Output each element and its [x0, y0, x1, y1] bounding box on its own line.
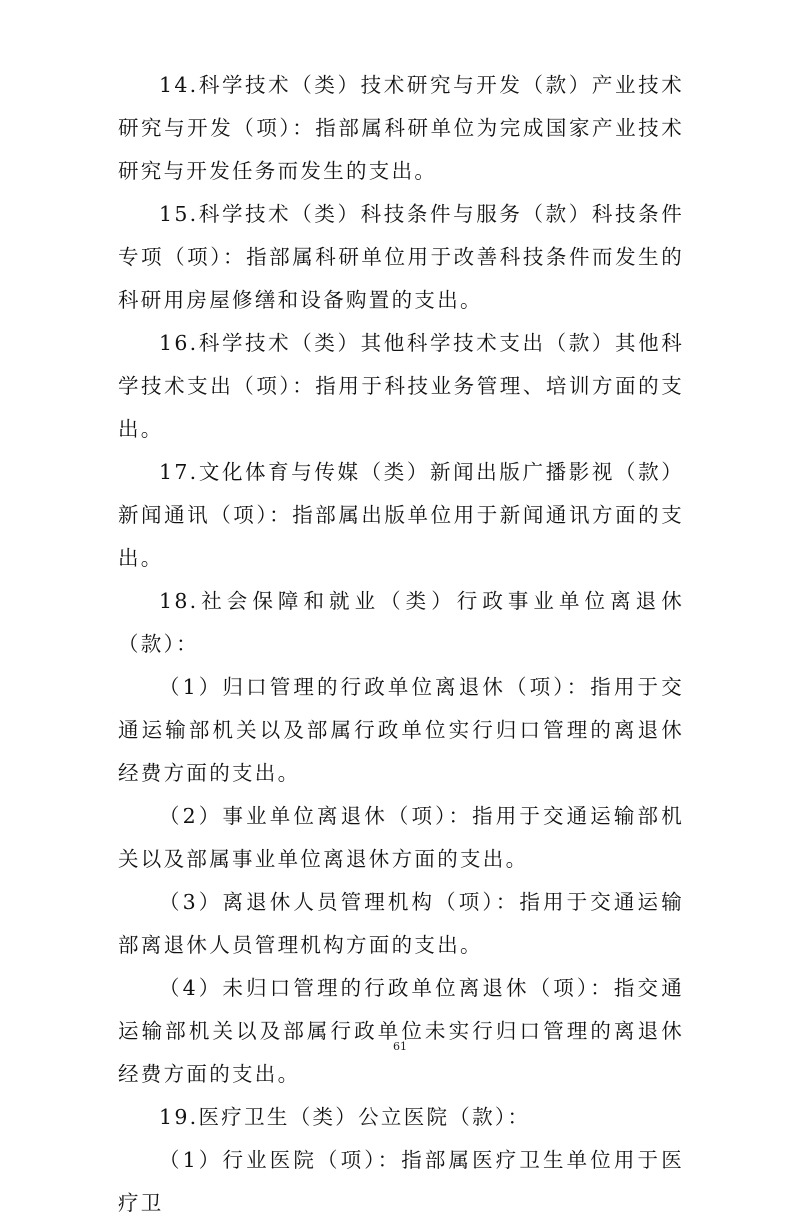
paragraph-item-14: 14.科学技术（类）技术研究与开发（款）产业技术研究与开发（项）：指部属科研单位为完成国家产业技术研究与开发任务而发生的支出。 — [118, 73, 684, 183]
paragraph-item-19-1: （1）行业医院（项）：指部属医疗卫生单位用于医疗卫 — [118, 1148, 684, 1215]
paragraph-item-18-2: （2）事业单位离退休（项）：指用于交通运输部机关以及部属事业单位离退休方面的支出。 — [118, 804, 684, 871]
paragraph-item-18-1: （1）归口管理的行政单位离退休（项）：指用于交通运输部机关以及部属行政单位实行归口管理的离退休经费方面的支出。 — [118, 675, 684, 785]
page-number: 61 — [393, 1040, 407, 1053]
paragraph-item-16: 16.科学技术（类）其他科学技术支出（款）其他科学技术支出（项）：指用于科技业务管理、培训方面的支出。 — [118, 331, 684, 441]
paragraph-item-17: 17.文化体育与传媒（类）新闻出版广播影视（款）新闻通讯（项）：指部属出版单位用于新闻通讯方面的支出。 — [118, 460, 684, 570]
paragraph-item-18-4: （4）未归口管理的行政单位离退休（项）：指交通运输部机关以及部属行政单位未实行归口管理的离退休经费方面的支出。 — [118, 976, 684, 1086]
paragraph-item-18: 18.社会保障和就业（类）行政事业单位离退休（款）： — [118, 589, 684, 656]
paragraph-item-18-3: （3）离退休人员管理机构（项）：指用于交通运输部离退休人员管理机构方面的支出。 — [118, 890, 684, 957]
paragraph-item-19: 19.医疗卫生（类）公立医院（款）： — [159, 1105, 531, 1129]
paragraph-item-15: 15.科学技术（类）科技条件与服务（款）科技条件专项（项）：指部属科研单位用于改善科技条件而发生的科研用房屋修缮和设备购置的支出。 — [118, 202, 684, 312]
